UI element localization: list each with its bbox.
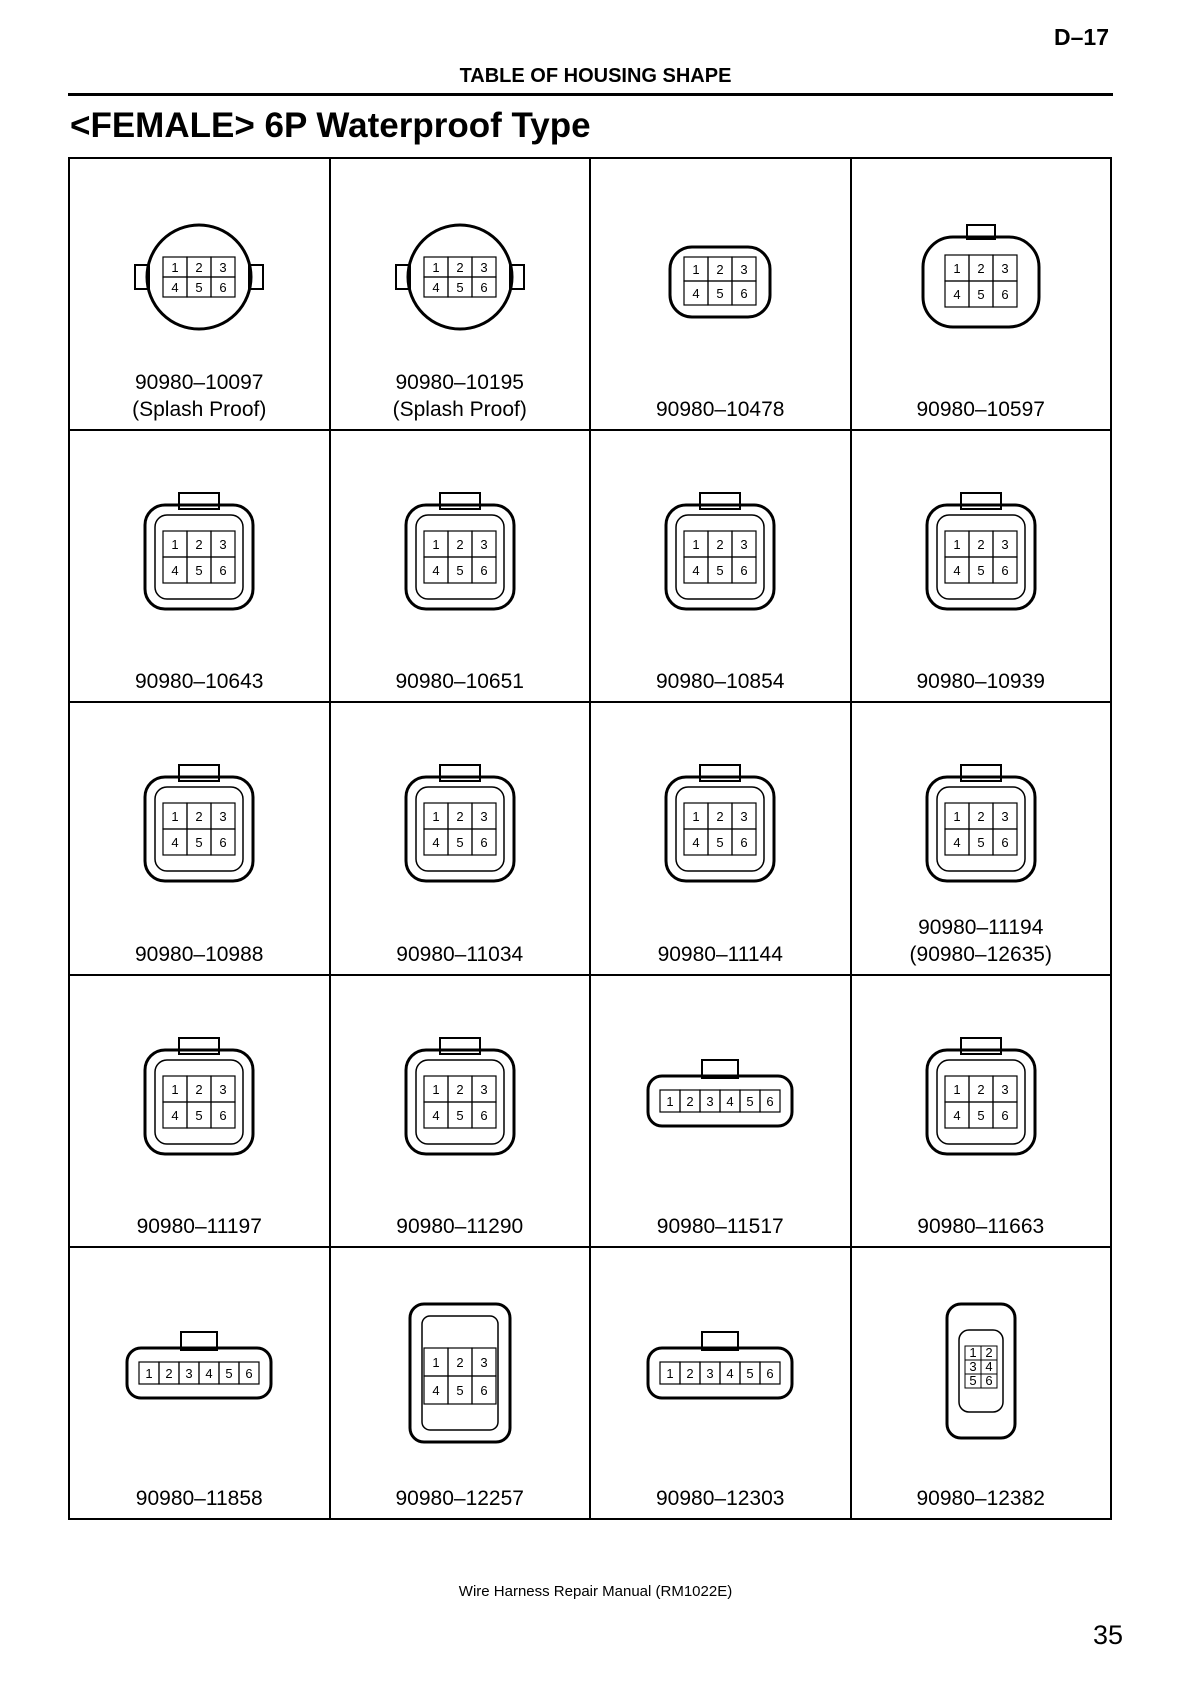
svg-text:5: 5 xyxy=(716,286,724,301)
connector-label xyxy=(591,1485,850,1512)
svg-text:1: 1 xyxy=(692,809,700,825)
svg-text:6: 6 xyxy=(480,1107,488,1123)
svg-text:6: 6 xyxy=(219,835,227,851)
svg-text:3: 3 xyxy=(480,260,488,275)
svg-text:5: 5 xyxy=(195,1107,203,1123)
connector-part-number: 90980–10097 xyxy=(135,371,264,395)
square-connector-icon xyxy=(119,1024,279,1174)
connector-label xyxy=(70,1213,329,1240)
connector-cell xyxy=(70,976,331,1248)
connector-cell xyxy=(331,1248,592,1520)
connector-label xyxy=(852,1485,1111,1512)
square-connector-icon xyxy=(119,751,279,901)
svg-text:3: 3 xyxy=(1001,261,1009,276)
connector-cell xyxy=(331,159,592,431)
svg-text:2: 2 xyxy=(977,537,985,553)
rounded-connector-icon xyxy=(901,207,1061,357)
connector-label xyxy=(331,369,590,423)
svg-text:4: 4 xyxy=(205,1365,213,1381)
svg-text:6: 6 xyxy=(1001,1107,1009,1123)
connector-part-number: 90980–12303 xyxy=(656,1487,785,1510)
svg-text:4: 4 xyxy=(726,1365,734,1381)
page-title: <FEMALE> 6P Waterproof Type xyxy=(70,106,591,145)
svg-text:2: 2 xyxy=(977,809,985,825)
svg-text:5: 5 xyxy=(195,563,203,579)
svg-text:5: 5 xyxy=(195,280,203,295)
square-connector-icon xyxy=(380,751,540,901)
svg-text:4: 4 xyxy=(953,1107,961,1123)
svg-text:2: 2 xyxy=(195,1081,203,1097)
svg-text:6: 6 xyxy=(219,563,227,579)
svg-text:4: 4 xyxy=(171,1107,179,1123)
svg-text:4: 4 xyxy=(985,1358,993,1374)
svg-text:5: 5 xyxy=(746,1365,754,1381)
connector-part-number: 90980–11197 xyxy=(136,1214,262,1238)
connector-part-number: 90980–11194 xyxy=(918,915,1044,939)
svg-text:2: 2 xyxy=(195,260,203,275)
connector-part-number: 90980–11290 xyxy=(396,1214,524,1238)
connector-part-number: 90980–10597 xyxy=(916,398,1045,422)
svg-text:3: 3 xyxy=(219,537,227,553)
svg-text:1: 1 xyxy=(692,537,700,553)
connector-label xyxy=(852,1213,1111,1240)
svg-text:2: 2 xyxy=(456,260,464,275)
connector-cell xyxy=(852,1248,1113,1520)
svg-text:6: 6 xyxy=(1001,835,1009,851)
svg-text:4: 4 xyxy=(171,563,179,579)
svg-text:3: 3 xyxy=(1001,1081,1009,1097)
connector-cell xyxy=(70,159,331,431)
svg-text:4: 4 xyxy=(432,835,440,851)
svg-text:2: 2 xyxy=(985,1344,993,1360)
svg-text:1: 1 xyxy=(432,1354,440,1370)
connector-cell xyxy=(70,703,331,975)
connector-label xyxy=(852,396,1111,423)
svg-text:2: 2 xyxy=(195,809,203,825)
svg-text:3: 3 xyxy=(480,537,488,553)
connector-cell xyxy=(852,159,1113,431)
svg-text:6: 6 xyxy=(245,1365,253,1381)
svg-text:6: 6 xyxy=(1001,563,1009,579)
svg-text:5: 5 xyxy=(977,1107,985,1123)
svg-text:3: 3 xyxy=(740,262,748,277)
svg-text:3: 3 xyxy=(706,1093,714,1109)
svg-text:3: 3 xyxy=(219,1081,227,1097)
connector-label xyxy=(70,1485,329,1512)
svg-text:4: 4 xyxy=(692,563,700,579)
svg-text:6: 6 xyxy=(985,1372,993,1388)
svg-text:1: 1 xyxy=(666,1093,674,1109)
connector-label xyxy=(331,941,590,968)
connector-part-number: 90980–10988 xyxy=(135,942,264,966)
connector-label xyxy=(331,668,590,695)
svg-text:2: 2 xyxy=(686,1365,694,1381)
inline-connector-icon xyxy=(640,1296,800,1446)
connector-label xyxy=(852,914,1111,968)
connector-part-number: 90980–11034 xyxy=(396,942,524,966)
connector-label xyxy=(591,1213,850,1240)
connector-part-number: 90980–11517 xyxy=(656,1214,784,1238)
svg-text:2: 2 xyxy=(686,1093,694,1109)
svg-text:4: 4 xyxy=(953,563,961,579)
connector-cell xyxy=(331,431,592,703)
connector-label xyxy=(70,369,329,423)
svg-text:5: 5 xyxy=(456,1107,464,1123)
svg-text:3: 3 xyxy=(480,809,488,825)
svg-text:6: 6 xyxy=(480,280,488,295)
svg-text:1: 1 xyxy=(432,1081,440,1097)
svg-text:6: 6 xyxy=(480,1382,488,1398)
svg-text:1: 1 xyxy=(171,809,179,825)
svg-text:2: 2 xyxy=(716,537,724,553)
svg-text:1: 1 xyxy=(171,537,179,553)
square-connector-icon xyxy=(380,1024,540,1174)
connector-part-number: 90980–10651 xyxy=(395,670,524,694)
svg-text:5: 5 xyxy=(456,1382,464,1398)
svg-text:1: 1 xyxy=(432,260,440,275)
round-connector-icon xyxy=(119,207,279,357)
svg-text:6: 6 xyxy=(766,1365,774,1381)
svg-text:4: 4 xyxy=(171,280,179,295)
connector-cell xyxy=(70,431,331,703)
svg-text:1: 1 xyxy=(432,537,440,553)
connector-part-number: 90980–10854 xyxy=(656,670,785,694)
svg-text:2: 2 xyxy=(195,537,203,553)
svg-text:3: 3 xyxy=(219,260,227,275)
round-connector-icon xyxy=(380,207,540,357)
page-number: 35 xyxy=(1092,1620,1123,1650)
header-rule xyxy=(68,93,1113,96)
svg-text:1: 1 xyxy=(432,809,440,825)
svg-text:3: 3 xyxy=(740,809,748,825)
connector-cell xyxy=(852,976,1113,1248)
svg-text:4: 4 xyxy=(432,1382,440,1398)
connector-part-number: 90980–11663 xyxy=(917,1214,1045,1238)
svg-text:3: 3 xyxy=(480,1081,488,1097)
connector-part-number: 90980–10195 xyxy=(395,371,524,395)
svg-text:2: 2 xyxy=(716,809,724,825)
svg-text:3: 3 xyxy=(185,1365,193,1381)
square-connector-icon xyxy=(901,751,1061,901)
connector-cell xyxy=(331,703,592,975)
connector-label xyxy=(70,668,329,695)
square-connector-icon xyxy=(640,751,800,901)
svg-text:2: 2 xyxy=(716,262,724,277)
svg-text:5: 5 xyxy=(977,835,985,851)
svg-text:3: 3 xyxy=(480,1354,488,1370)
connector-label xyxy=(70,941,329,968)
svg-text:6: 6 xyxy=(766,1093,774,1109)
connector-cell xyxy=(591,703,852,975)
footer-manual: Wire Harness Repair Manual (RM1022E) xyxy=(458,1583,733,1600)
connector-cell xyxy=(591,431,852,703)
connector-part-number: 90980–11858 xyxy=(135,1487,263,1510)
svg-text:1: 1 xyxy=(953,537,961,553)
svg-text:5: 5 xyxy=(977,287,985,302)
svg-text:1: 1 xyxy=(692,262,700,277)
svg-text:3: 3 xyxy=(219,809,227,825)
connector-label xyxy=(591,668,850,695)
svg-text:6: 6 xyxy=(219,1107,227,1123)
svg-text:3: 3 xyxy=(740,537,748,553)
svg-text:1: 1 xyxy=(171,1081,179,1097)
svg-text:4: 4 xyxy=(692,286,700,301)
svg-text:5: 5 xyxy=(716,835,724,851)
connector-note: (Splash Proof) xyxy=(392,398,527,422)
square-connector-icon xyxy=(380,479,540,629)
connector-part-number: 90980–10478 xyxy=(656,398,785,422)
svg-text:3: 3 xyxy=(706,1365,714,1381)
page-code: D–17 xyxy=(1054,24,1109,50)
svg-text:5: 5 xyxy=(746,1093,754,1109)
housing-shape-table xyxy=(68,157,1112,1520)
svg-text:4: 4 xyxy=(171,835,179,851)
svg-text:1: 1 xyxy=(171,260,179,275)
svg-text:4: 4 xyxy=(953,835,961,851)
vertical-connector-icon xyxy=(901,1296,1061,1446)
svg-text:4: 4 xyxy=(692,835,700,851)
svg-text:3: 3 xyxy=(1001,537,1009,553)
svg-text:1: 1 xyxy=(953,1081,961,1097)
tall-connector-icon xyxy=(380,1296,540,1446)
svg-text:5: 5 xyxy=(716,563,724,579)
inline-connector-icon xyxy=(640,1024,800,1174)
svg-text:6: 6 xyxy=(480,835,488,851)
svg-text:6: 6 xyxy=(740,835,748,851)
svg-text:5: 5 xyxy=(195,835,203,851)
square-connector-icon xyxy=(901,479,1061,629)
connector-cell xyxy=(331,976,592,1248)
svg-text:4: 4 xyxy=(432,280,440,295)
svg-text:2: 2 xyxy=(456,1354,464,1370)
connector-label xyxy=(331,1485,590,1512)
section-title: TABLE OF HOUSING SHAPE xyxy=(459,65,732,87)
svg-text:5: 5 xyxy=(456,835,464,851)
svg-text:5: 5 xyxy=(456,280,464,295)
connector-part-number: 90980–12257 xyxy=(395,1487,524,1510)
svg-text:1: 1 xyxy=(953,261,961,276)
connector-cell xyxy=(852,431,1113,703)
connector-cell xyxy=(852,703,1113,975)
connector-part-number: 90980–12382 xyxy=(916,1487,1045,1510)
svg-text:1: 1 xyxy=(666,1365,674,1381)
svg-text:6: 6 xyxy=(740,286,748,301)
square-connector-icon xyxy=(901,1024,1061,1174)
svg-text:6: 6 xyxy=(219,280,227,295)
svg-text:5: 5 xyxy=(969,1372,977,1388)
inline-connector-icon xyxy=(119,1296,279,1446)
svg-text:2: 2 xyxy=(165,1365,173,1381)
svg-text:6: 6 xyxy=(480,563,488,579)
square-connector-icon xyxy=(640,479,800,629)
connector-note: (90980–12635) xyxy=(909,942,1052,966)
connector-cell xyxy=(591,1248,852,1520)
svg-text:4: 4 xyxy=(953,287,961,302)
connector-label xyxy=(591,941,850,968)
svg-text:1: 1 xyxy=(145,1365,153,1381)
connector-part-number: 90980–10643 xyxy=(135,670,264,694)
svg-text:5: 5 xyxy=(225,1365,233,1381)
svg-text:2: 2 xyxy=(977,261,985,276)
svg-text:6: 6 xyxy=(740,563,748,579)
svg-text:3: 3 xyxy=(1001,809,1009,825)
connector-label xyxy=(852,668,1111,695)
svg-text:6: 6 xyxy=(1001,287,1009,302)
svg-text:1: 1 xyxy=(953,809,961,825)
connector-label xyxy=(591,396,850,423)
svg-text:4: 4 xyxy=(432,1107,440,1123)
svg-text:5: 5 xyxy=(977,563,985,579)
connector-cell xyxy=(591,976,852,1248)
connector-cell xyxy=(70,1248,331,1520)
svg-text:2: 2 xyxy=(456,537,464,553)
connector-part-number: 90980–11144 xyxy=(657,942,783,966)
svg-text:1: 1 xyxy=(969,1344,977,1360)
connector-label xyxy=(331,1213,590,1240)
svg-text:4: 4 xyxy=(432,563,440,579)
svg-text:2: 2 xyxy=(977,1081,985,1097)
svg-text:3: 3 xyxy=(969,1358,977,1374)
compact-connector-icon xyxy=(640,207,800,357)
svg-text:2: 2 xyxy=(456,809,464,825)
svg-text:2: 2 xyxy=(456,1081,464,1097)
svg-text:4: 4 xyxy=(726,1093,734,1109)
connector-cell xyxy=(591,159,852,431)
connector-part-number: 90980–10939 xyxy=(916,670,1045,694)
svg-text:5: 5 xyxy=(456,563,464,579)
connector-note: (Splash Proof) xyxy=(132,398,267,422)
square-connector-icon xyxy=(119,479,279,629)
